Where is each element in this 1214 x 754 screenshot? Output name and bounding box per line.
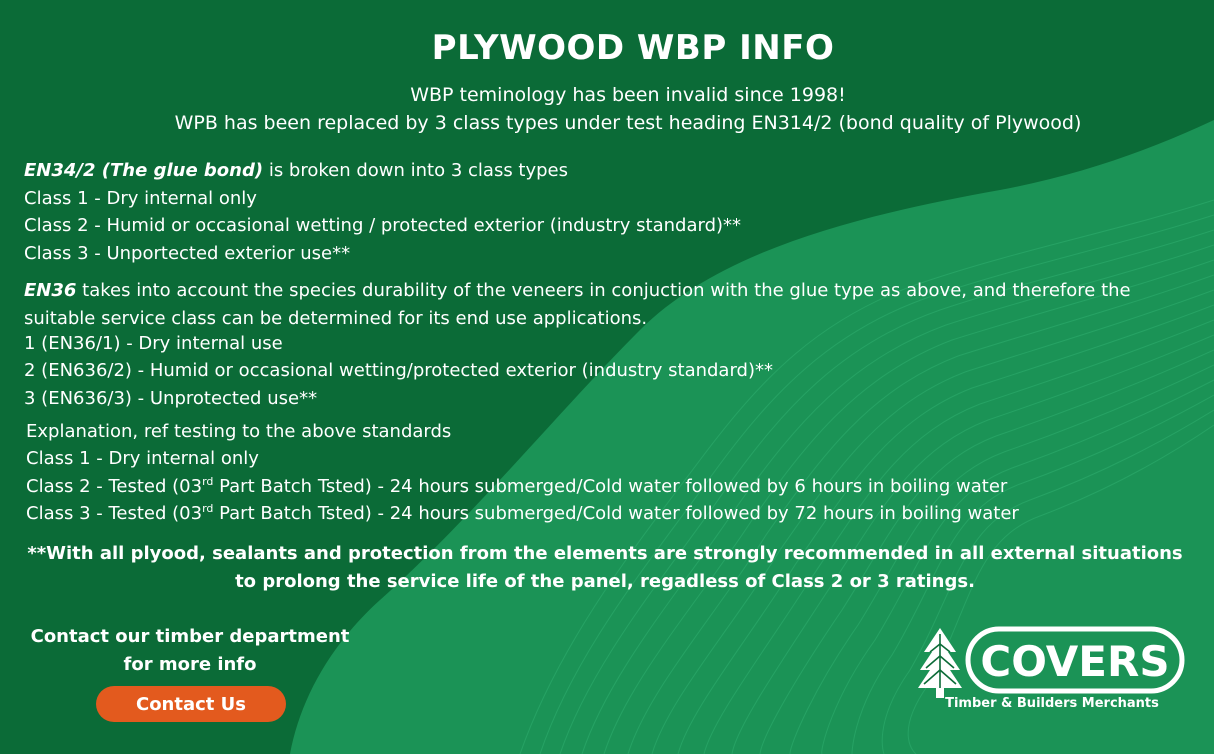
- en36-class-2: 2 (EN636/2) - Humid or occasional wetting/protected exterior (industry standard)**: [24, 360, 773, 381]
- explanation-class-3-text-a: Class 3 - Tested (03: [26, 503, 203, 524]
- subtitle-line-1: WBP teminology has been invalid since 1998!: [410, 84, 846, 106]
- subtitle-line-2: WPB has been replaced by 3 class types under test heading EN314/2 (bond quality of Plywood): [174, 112, 1082, 134]
- explanation-class-2-text-a: Class 2 - Tested (03: [26, 476, 203, 497]
- en36-heading: [24, 277, 1184, 333]
- en34-heading-emphasis: EN34/2 (The glue bond): [24, 160, 264, 181]
- page-title: PLYWOOD WBP INFO: [431, 28, 835, 68]
- contact-us-button[interactable]: Contact Us: [96, 686, 286, 722]
- en34-heading: [24, 160, 568, 181]
- tree-icon: [918, 628, 962, 698]
- en36-class-3: 3 (EN636/3) - Unprotected use**: [24, 388, 318, 409]
- explanation-class-3: [26, 503, 1019, 524]
- explanation-heading: Explanation, ref testing to the above standards: [26, 421, 452, 442]
- en36-heading-emphasis: EN36: [24, 280, 77, 301]
- explanation-class-1: Class 1 - Dry internal only: [26, 448, 259, 469]
- explanation-class-2-superscript: rd: [202, 475, 214, 488]
- en34-heading-text: is broken down into 3 class types: [263, 160, 569, 181]
- en36-heading-text: takes into account the species durability of the veneers in conjuction with the glue type as above, and therefore the suitable service class can be determined for its end use applications.: [24, 280, 1131, 329]
- explanation-class-2: [26, 476, 1007, 497]
- logo-wordmark: COVERS: [980, 637, 1170, 686]
- explanation-class-3-text-b: Part Batch Tsted) - 24 hours submerged/Cold water followed by 72 hours in boiling water: [213, 503, 1019, 524]
- en36-class-1: 1 (EN36/1) - Dry internal use: [24, 333, 283, 354]
- en34-class-1: Class 1 - Dry internal only: [24, 188, 257, 209]
- en34-class-3: Class 3 - Unportected exterior use**: [24, 243, 351, 264]
- contact-text: [20, 623, 360, 679]
- en34-class-2: Class 2 - Humid or occasional wetting / protected exterior (industry standard)**: [24, 215, 742, 236]
- explanation-class-3-superscript: rd: [202, 502, 214, 515]
- contact-line-1: Contact our timber department: [30, 626, 350, 647]
- footnote: **With all plyood, sealants and protection from the elements are strongly recommended in all external situations to prolong the service life of the panel, regadless of Class 2 or 3 ratings.: [27, 543, 1183, 592]
- explanation-class-2-text-b: Part Batch Tsted) - 24 hours submerged/Cold water followed by 6 hours in boiling water: [213, 476, 1008, 497]
- contact-line-2: for more info: [123, 654, 257, 675]
- logo-tagline: Timber & Builders Merchants: [945, 696, 1159, 711]
